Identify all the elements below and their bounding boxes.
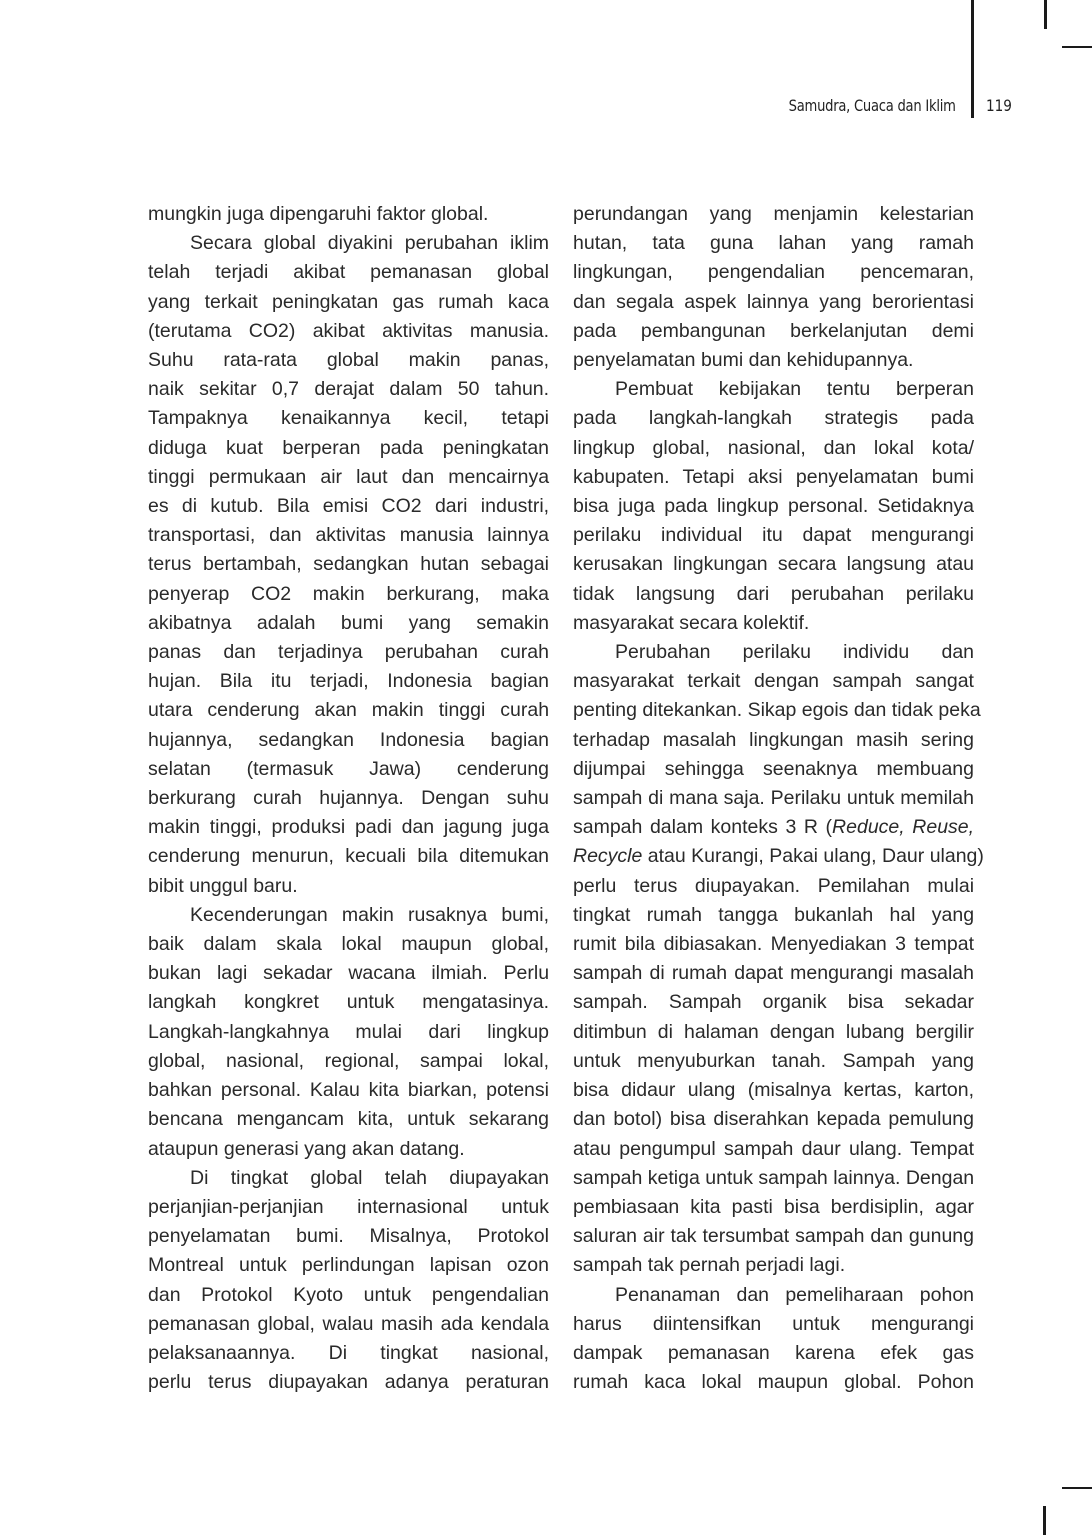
text-line: penting ditekankan. Sikap egois dan tidak peka — [573, 699, 981, 722]
text-line: langkah kongkret untuk mengatasinya. — [148, 991, 550, 1014]
text-line: atau pengumpul sampah daur ulang. Tempat — [573, 1137, 974, 1160]
text-line: bukan lagi sekadar wacana ilmiah. Perlu — [148, 962, 550, 985]
text-line: dampak pemanasan karena efek gas — [573, 1341, 974, 1364]
text-line: hutan, tata guna lahan yang ramah — [573, 232, 974, 255]
text-line: global, nasional, regional, sampai lokal, — [148, 1049, 549, 1072]
left-column — [148, 200, 549, 1397]
text-line: ataupun generasi yang akan datang. — [148, 1137, 465, 1160]
text-line: Secara global diyakini perubahan iklim — [190, 232, 550, 255]
text-line: diduga kuat berperan pada peningkatan — [148, 436, 550, 459]
text-line: transportasi, dan aktivitas manusia lainnya — [148, 524, 550, 547]
text-line: bencana mengancam kita, untuk sekarang — [148, 1108, 550, 1131]
text-line: cenderung menurun, kecuali bila ditemukan — [148, 845, 550, 868]
text-line: (terutama CO2) akibat aktivitas manusia. — [148, 319, 549, 342]
text-line: harus diintensifkan untuk mengurangi — [573, 1312, 975, 1335]
header-divider — [971, 0, 974, 118]
text-line: rumit bila dibiasakan. Menyediakan 3 tempat — [573, 933, 975, 956]
text-line: Penanaman dan pemeliharaan pohon — [615, 1283, 975, 1306]
text-line: bahkan personal. Kalau kita biarkan, potensi — [148, 1079, 549, 1102]
text-line: sampah di mana saja. Perilaku untuk memilah — [573, 787, 974, 810]
text-line: Pembuat kebijakan tentu berperan — [615, 378, 974, 401]
text-line: sampah ketiga untuk sampah lainnya. Dengan — [573, 1166, 975, 1189]
text-line: tingkat rumah tangga bukanlah hal yang — [573, 903, 975, 926]
running-title: Samudra, Cuaca dan Iklim — [789, 96, 956, 115]
text-line: kabupaten. Tetapi aksi penyelamatan bumi — [573, 465, 974, 488]
italic-term: Reuse, — [912, 816, 975, 839]
text-line: perjanjian-perjanjian internasional untuk — [148, 1195, 549, 1218]
text-line: dijumpai sehingga seenaknya membuang — [573, 757, 974, 780]
text-line: rumah kaca lokal maupun global. Pohon — [573, 1371, 974, 1394]
text-line: pada langkah-langkah strategis pada — [573, 407, 974, 430]
text-line: tidak langsung dari perubahan perilaku — [573, 582, 975, 605]
text-line: untuk menyuburkan tanah. Sampah yang — [573, 1049, 975, 1072]
text-line: penyelamatan bumi. Misalnya, Protokol — [148, 1225, 549, 1248]
crop-mark-top-horizontal — [1062, 46, 1092, 48]
text-line: Perubahan perilaku individu dan — [615, 641, 975, 664]
text-line: tinggi permukaan air laut dan mencairnya — [148, 465, 550, 488]
text-line: naik sekitar 0,7 derajat dalam 50 tahun. — [148, 378, 550, 401]
text-line: saluran air tak tersumbat sampah dan gunung — [573, 1225, 974, 1248]
text-line: hujannya, sedangkan Indonesia bagian — [148, 728, 549, 751]
crop-mark-bottom-horizontal — [1062, 1487, 1092, 1489]
text-line: Montreal untuk perlindungan lapisan ozon — [148, 1254, 549, 1277]
text-line: yang terkait peningkatan gas rumah kaca — [148, 290, 550, 313]
text-line: penyelamatan bumi dan kehidupannya. — [573, 349, 914, 372]
text-line: Langkah-langkahnya mulai dari lingkup — [148, 1020, 550, 1043]
text-line: Recycle atau Kurangi, Pakai ulang, Daur ulang) — [573, 845, 984, 868]
text-line: pada pembangunan berkelanjutan demi — [573, 319, 975, 342]
text-line: bisa didaur ulang (misalnya kertas, karton, — [573, 1079, 975, 1102]
text-line: es di kutub. Bila emisi CO2 dari industri, — [148, 495, 550, 518]
text-line: telah terjadi akibat pemanasan global — [148, 261, 549, 284]
text-line: kerusakan lingkungan secara langsung atau — [573, 553, 975, 576]
text-line: ditimbun di halaman dengan lubang bergilir — [573, 1020, 975, 1043]
text-line: sampah tak pernah perjadi lagi. — [573, 1254, 846, 1277]
text-line: utara cenderung akan makin tinggi curah — [148, 699, 550, 722]
text-line: selatan (termasuk Jawa) cenderung — [148, 757, 550, 780]
text-line: dan botol) bisa diserahkan kepada pemulung — [573, 1108, 974, 1131]
text-line: perundangan yang menjamin kelestarian — [573, 203, 975, 225]
text-line: Suhu rata-rata global makin panas, — [148, 349, 550, 372]
text-line: dan segala aspek lainnya yang berorientasi — [573, 290, 975, 313]
crop-mark-bottom-vertical — [1043, 1506, 1046, 1535]
text-line: akibatnya adalah bumi yang semakin — [148, 611, 549, 634]
text-line: dan Protokol Kyoto untuk pengendalian — [148, 1283, 549, 1306]
italic-term: Recycle — [573, 845, 643, 868]
text-line: makin tinggi, produksi padi dan jagung juga — [148, 816, 550, 839]
text-line: perlu terus diupayakan. Pemilahan mulai — [573, 874, 975, 897]
text-line: pembiasaan kita pasti bisa berdisiplin, agar — [573, 1195, 974, 1218]
text-line: masyarakat terkait dengan sampah sangat — [573, 670, 974, 693]
text-line: lingkup global, nasional, dan lokal kota/ — [573, 436, 975, 459]
text-line: hujan. Bila itu terjadi, Indonesia bagian — [148, 670, 549, 693]
text-line: pemanasan global, walau masih ada kendala — [148, 1312, 550, 1335]
text-line: Di tingkat global telah diupayakan — [190, 1166, 550, 1189]
text-line: terhadap masalah lingkungan masih sering — [573, 728, 975, 751]
text-line: baik dalam skala lokal maupun global, — [148, 933, 549, 956]
text-line: Kecenderungan makin rusaknya bumi, — [190, 903, 550, 926]
text-line: perlu terus diupayakan adanya peraturan — [148, 1371, 550, 1394]
text-line: sampah dalam konteks 3 R (Reduce, Reuse, — [573, 816, 975, 839]
italic-term: Reduce, — [832, 816, 905, 839]
text-line: lingkungan, pengendalian pencemaran, — [573, 261, 975, 284]
text-line: panas dan terjadinya perubahan curah — [148, 641, 549, 664]
text-line: bibit unggul baru. — [148, 874, 298, 897]
text-line: pelaksanaannya. Di tingkat nasional, — [148, 1341, 549, 1364]
right-column — [573, 200, 984, 1397]
text-line: masyarakat secara kolektif. — [573, 611, 810, 634]
page-number: 119 — [986, 96, 1012, 115]
text-line: Tampaknya kenaikannya kecil, tetapi — [148, 407, 550, 430]
text-line: penyerap CO2 makin berkurang, maka — [148, 582, 550, 605]
text-line: perilaku individual itu dapat mengurangi — [573, 524, 975, 547]
text-line: bisa juga pada lingkup personal. Setidaknya — [573, 495, 975, 518]
text-line: mungkin juga dipengaruhi faktor global. — [148, 203, 489, 225]
text-line: terus bertambah, sedangkan hutan sebagai — [148, 553, 549, 576]
text-line: sampah di rumah dapat mengurangi masalah — [573, 962, 974, 985]
crop-mark-top-vertical — [1044, 0, 1047, 29]
text-line: sampah. Sampah organik bisa sekadar — [573, 991, 974, 1014]
text-line: berkurang curah hujannya. Dengan suhu — [148, 787, 550, 810]
